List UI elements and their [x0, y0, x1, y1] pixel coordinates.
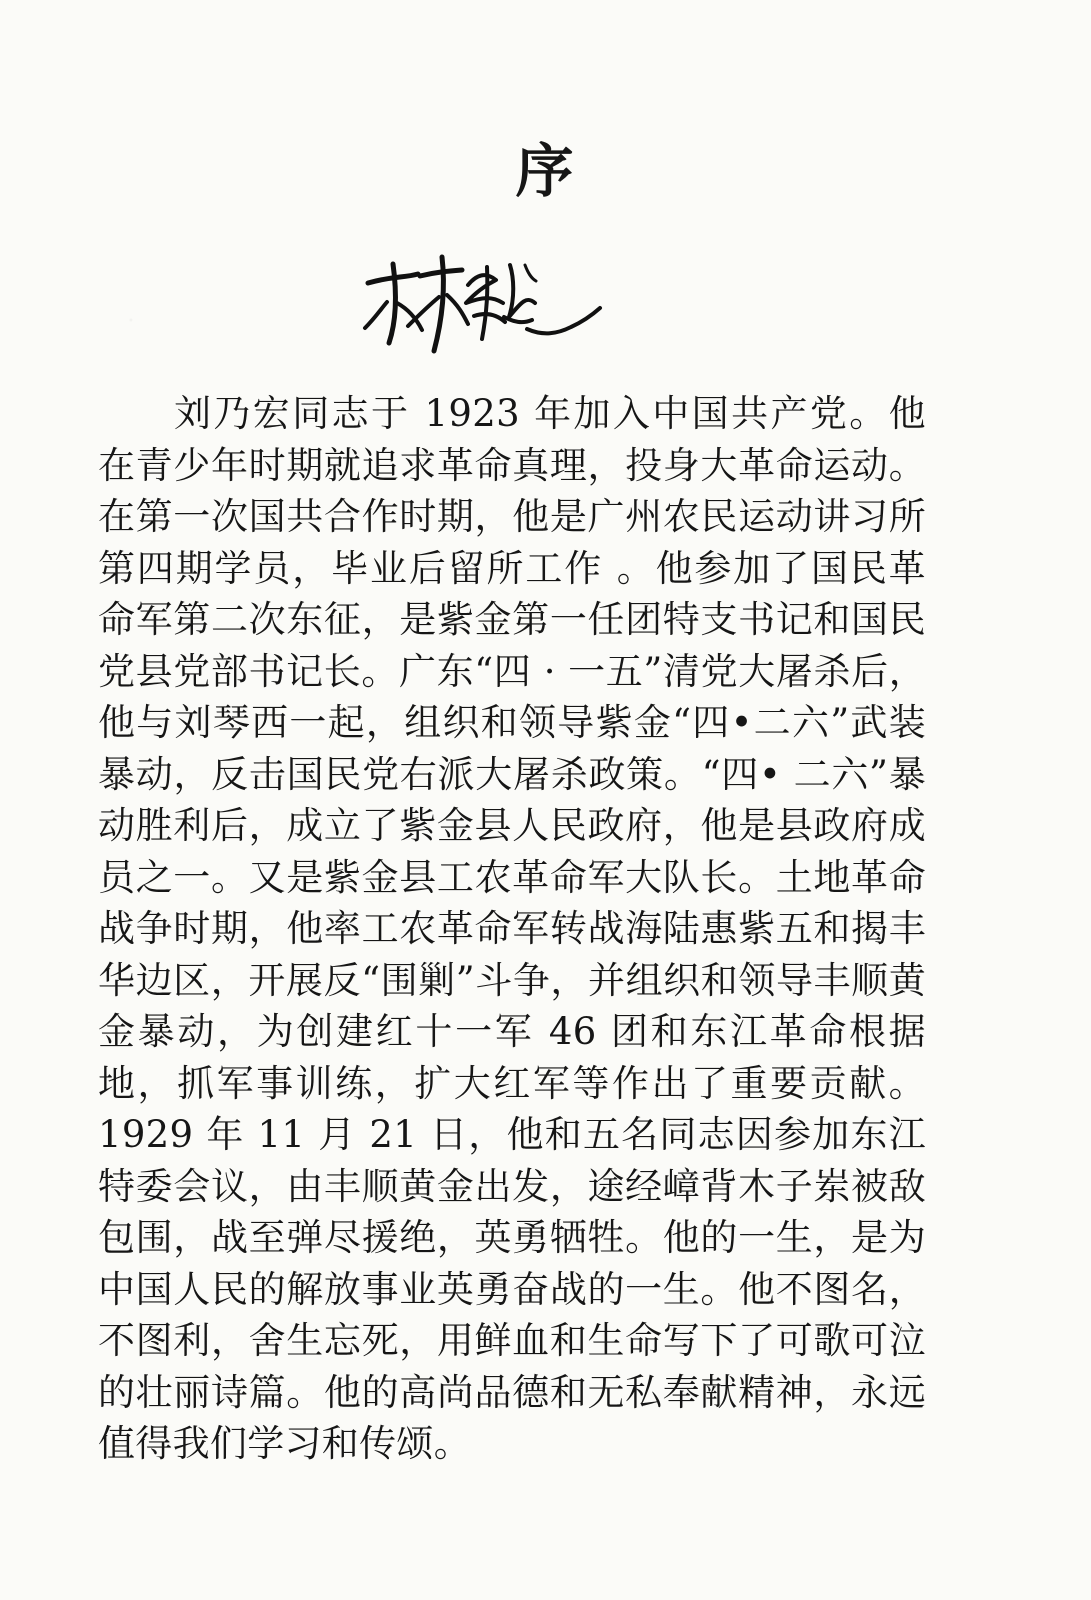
page-title: 序	[515, 137, 576, 205]
handwritten-signature	[350, 248, 610, 358]
preface-body-text: 刘乃宏同志于 1923 年加入中国共产党。他在青少年时期就追求革命真理，投身大革命运动。在第一次国共合作时期，他是广州农民运动讲习所第四期学员，毕业后留所工作 。他参加了国民革命军第二次东征，是紫金第一任团特支书记和国民党县党部书记长。广东“四 · 一五”清党大屠杀后，他与刘琴西一起，组织和领导紫金“四•二六”武装暴动，反击国民党右派大屠杀政策。“四• 二六”暴动胜利后，成立了紫金县人民政府，他是县政府成员之一。又是紫金县工农革命军大队长。土地革命战争时期，他率工农革命军转战海陆惠紫五和揭丰华边区，开展反“围剿”斗争，并组织和领导丰顺黄金暴动，为创建红十一军 46 团和东江革命根据地，抓军事训练，扩大红军等作出了重要贡献。1929 年 11 月 21 日，他和五名同志因参加东江特委会议，由丰顺黄金出发，途经嶂背木子岽被敌包围，战至弹尽援绝，英勇牺牲。他的一生，是为中国人民的解放事业英勇奋战的一生。他不图名，不图利，舍生忘死，用鲜血和生命写下了可歌可泣的壮丽诗篇。他的高尚品德和无私奉献精神，永远值得我们学习和传颂。	[98, 392, 926, 1465]
